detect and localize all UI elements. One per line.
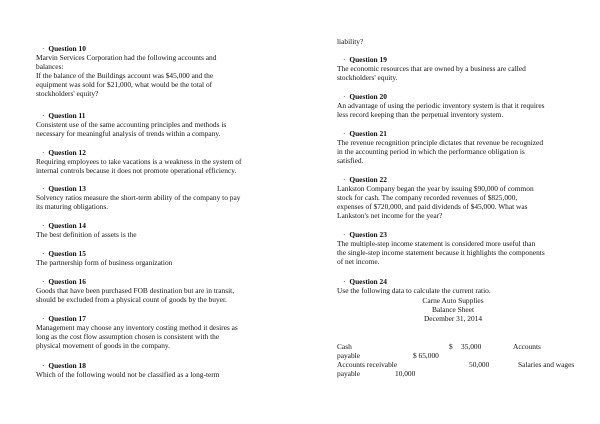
row-label-accounts-receivable: Accounts receivable xyxy=(337,360,398,369)
question-text: The multiple-step income statement is considered more useful than xyxy=(337,239,536,248)
row-label-cash: Cash xyxy=(337,342,352,351)
question-title: · Question 19 xyxy=(343,55,387,64)
question-text: in the accounting period in which the performance obligation is xyxy=(337,147,525,156)
question-text: Solvency ratios measure the short-term ability of the company to pay xyxy=(36,193,241,202)
question-text: The best definition of assets is the xyxy=(36,230,137,239)
amount-salaries-payable: 10,000 xyxy=(395,369,416,378)
question-title: · Question 24 xyxy=(343,277,387,286)
question-text: If the balance of the Buildings account was $45,000 and the xyxy=(36,71,214,80)
question-text: long as the cost flow assumption chosen is consistent with the xyxy=(36,332,220,341)
amount-accounts-payable: $ 65,000 xyxy=(413,351,439,360)
question-11 xyxy=(36,111,288,138)
question-text: The revenue recognition principle dictates that revenue be recognized xyxy=(337,138,544,147)
amount-cash: 35,000 xyxy=(461,342,482,351)
row-label-accounts: Accounts xyxy=(513,342,541,351)
question-text: Management may choose any inventory costing method it desires as xyxy=(36,323,238,332)
question-13 xyxy=(36,184,288,211)
question-text: Consistent use of the same accounting principles and methods is xyxy=(36,120,227,129)
question-text: stockholders' equity? xyxy=(36,89,99,98)
question-text: internal controls because it does not promote operational efficiency. xyxy=(36,166,237,175)
question-text: Marvin Services Corporation had the following accounts and xyxy=(36,53,217,62)
question-title: · Question 11 xyxy=(42,111,86,120)
amount-accounts-receivable: 50,000 xyxy=(469,360,490,369)
question-text: The partnership form of business organization xyxy=(36,258,173,267)
question-title: · Question 18 xyxy=(42,361,86,370)
question-title: · Question 22 xyxy=(343,175,387,184)
question-12 xyxy=(36,148,288,175)
statement-date: December 31, 2014 xyxy=(423,314,483,323)
question-title: · Question 20 xyxy=(343,92,387,101)
row-label-payable: payable xyxy=(337,351,360,360)
currency-sign: $ xyxy=(449,342,453,351)
question-14 xyxy=(36,221,288,239)
question-22 xyxy=(337,175,569,220)
question-text: of net income. xyxy=(337,257,380,266)
question-19 xyxy=(337,55,569,82)
question-text: Lankston Company began the year by issuing $90,000 of common xyxy=(337,184,534,193)
question-title: · Question 10 xyxy=(42,44,86,53)
row-label-salaries: Salaries and wages xyxy=(518,360,575,369)
question-title: · Question 17 xyxy=(42,314,86,323)
question-23 xyxy=(337,230,569,266)
question-text: less record keeping than the perpetual inventory system. xyxy=(337,110,504,119)
bullet: · xyxy=(42,44,45,53)
question-title: · Question 12 xyxy=(42,148,86,157)
question-text: Requiring employees to take vacations is a weakness in the system of xyxy=(36,157,242,166)
question-title: · Question 14 xyxy=(42,221,86,230)
question-title: · Question 13 xyxy=(42,184,86,193)
statement-title: Balance Sheet xyxy=(431,305,475,314)
question-text: expenses of $720,000, and paid dividends of $45,000. What was xyxy=(337,202,528,211)
question-text: the single-step income statement because it highlights the components xyxy=(337,248,545,257)
question-16 xyxy=(36,277,288,304)
question-text: Which of the following would not be classified as a long-term xyxy=(36,370,220,379)
question-20 xyxy=(337,92,569,119)
question-text: Lankston's net income for the year? xyxy=(337,211,443,220)
question-17 xyxy=(36,314,288,350)
question-text: satisfied. xyxy=(337,156,364,165)
continuation-text: liability? xyxy=(337,37,364,46)
question-text: Use the following data to calculate the current ratio. xyxy=(337,286,491,295)
question-title: · Question 16 xyxy=(42,277,86,286)
question-title: · Question 15 xyxy=(42,249,86,258)
balance-sheet-table xyxy=(337,342,575,382)
company-name: Carne Auto Supplies xyxy=(422,296,484,305)
question-text: its maturing obligations. xyxy=(36,202,109,211)
question-text: should be excluded from a physical count of goods by the buyer. xyxy=(36,295,227,304)
question-15 xyxy=(36,249,288,267)
balance-sheet-header xyxy=(337,296,569,323)
question-text: Goods that have been purchased FOB destination but are in transit, xyxy=(36,286,235,295)
question-18 xyxy=(36,361,288,379)
question-text: stockholders' equity. xyxy=(337,73,398,82)
question-text: The economic resources that are owned by a business are called xyxy=(337,64,526,73)
question-21 xyxy=(337,129,569,165)
question-text: balances: xyxy=(36,62,64,71)
question-24 xyxy=(337,277,569,295)
question-title: · Question 23 xyxy=(343,230,387,239)
question-text: physical movement of goods in the company. xyxy=(36,341,170,350)
question-10 xyxy=(36,44,288,98)
row-label-payable-2: payable xyxy=(337,369,360,378)
question-text: stock for cash. The company recorded revenues of $825,000, xyxy=(337,193,518,202)
question-title: · Question 21 xyxy=(343,129,387,138)
question-text: necessary for meaningful analysis of trends within a company. xyxy=(36,129,221,138)
question-text: equipment was sold for $21,000, what would be the total of xyxy=(36,80,213,89)
question-text: An advantage of using the periodic inventory system is that it requires xyxy=(337,101,545,110)
